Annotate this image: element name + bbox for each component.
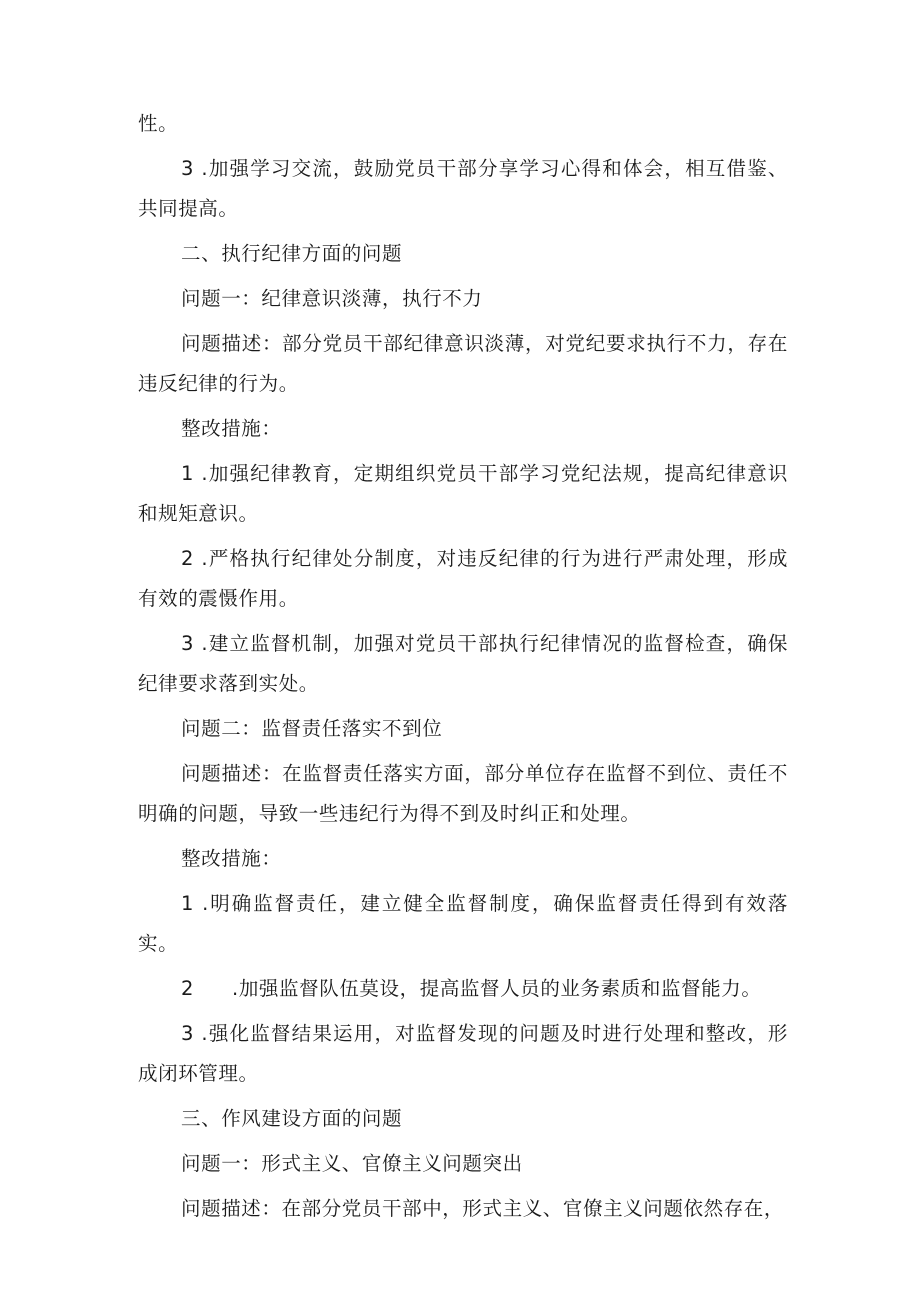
- issue-description: 问题描述：部分党员干部纪律意识淡薄，对党纪要求执行不力，存在违反纪律的行为。: [138, 332, 788, 395]
- measure-item-text: .加强监督队伍莫设，提高监督人员的业务素质和监督能力。: [232, 977, 762, 1000]
- measure-item-3: 3 .强化监督结果运用，对监督发现的问题及时进行处理和整改，形成闭环管理。: [138, 1022, 788, 1085]
- issue-heading: 问题一：形式主义、官僚主义问题突出: [181, 1152, 523, 1175]
- measure-item-3: 3 .建立监督机制，加强对党员干部执行纪律情况的监督检查，确保纪律要求落到实处。: [138, 632, 788, 695]
- section-heading-3: 三、作风建设方面的问题: [181, 1107, 403, 1130]
- measure-item-1: 1 .明确监督责任，建立健全监督制度，确保监督责任得到有效落实。: [138, 892, 788, 955]
- measures-label: 整改措施：: [181, 847, 282, 870]
- issue-heading: 问题二：监督责任落实不到位: [181, 717, 443, 740]
- measure-item-2: 2 .严格执行纪律处分制度，对违反纪律的行为进行严肃处理，形成有效的震慑作用。: [138, 547, 788, 610]
- document-body: [138, 104, 788, 1234]
- section-heading-2: 二、执行纪律方面的问题: [181, 242, 403, 265]
- issue-description: 问题描述：在部分党员干部中，形式主义、官僚主义问题依然存在，: [181, 1197, 785, 1220]
- paragraph-continuation: 性。: [138, 112, 179, 135]
- measure-item-1: 1 .加强纪律教育，定期组织党员干部学习党纪法规，提高纪律意识和规矩意识。: [138, 462, 788, 525]
- issue-heading: 问题一：纪律意识淡薄，执行不力: [181, 287, 483, 310]
- issue-description: 问题描述：在监督责任落实方面，部分单位存在监督不到位、责任不明确的问题，导致一些违纪行为得不到及时纠正和处理。: [138, 762, 788, 825]
- measures-label: 整改措施：: [181, 417, 282, 440]
- measure-item-3: 3 .加强学习交流，鼓励党员干部分享学习心得和体会，相互借鉴、共同提高。: [138, 157, 788, 220]
- measure-item-2: [138, 969, 788, 1009]
- measure-item-number: 2: [181, 977, 195, 1000]
